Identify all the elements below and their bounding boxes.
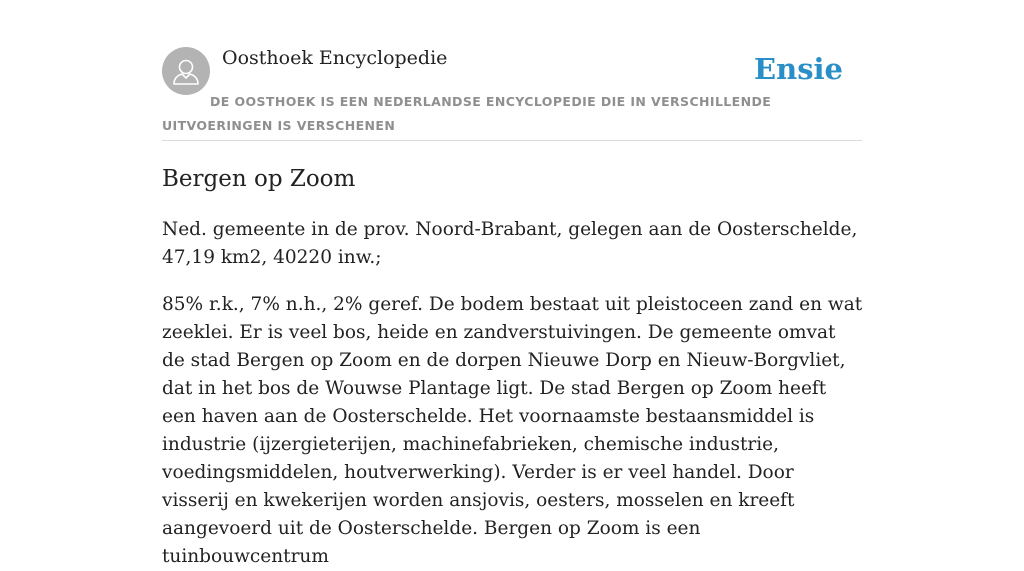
brand-logo[interactable]: Ensie: [754, 52, 843, 86]
avatar[interactable]: [162, 47, 210, 95]
user-silhouette-icon: [162, 47, 210, 95]
article-paragraph: Ned. gemeente in de prov. Noord-Brabant, gelegen aan de Oosterschelde, 47,19 km2, 40220 inw.;: [162, 219, 858, 268]
site-name-link[interactable]: Oosthoek Encyclopedie: [222, 47, 448, 69]
article: [162, 163, 864, 571]
site-header: [162, 46, 862, 141]
article-title: Bergen op Zoom: [162, 166, 356, 192]
site-tagline: DE OOSTHOEK IS EEN NEDERLANDSE ENCYCLOPEDIE DIE IN VERSCHILLENDE UITVOERINGEN IS VERSCHENEN: [162, 94, 772, 133]
article-paragraph: 85% r.k., 7% n.h., 2% geref. De bodem bestaat uit pleistoceen zand en wat zeeklei. Er is veel bos, heide en zandverstuivingen. De gemeente omvat de stad Bergen op Zoom en de dorpen Nieuwe Dorp en Nieuw-Borgvliet, dat in het bos de Wouwse Plantage ligt. De stad Bergen op Zoom heeft een haven aan de Oosterschelde. Het voornaamste bestaansmiddel is industrie (ijzergieterijen, machinefabrieken, chemische industrie, voedingsmiddelen, houtverwerking). Verder is er veel handel. Door visserij en kwekerijen worden ansjovis, oesters, mosselen en kreeft aangevoerd uit de Oosterschelde. Bergen op Zoom is een tuinbouwcentrum: [162, 294, 863, 567]
